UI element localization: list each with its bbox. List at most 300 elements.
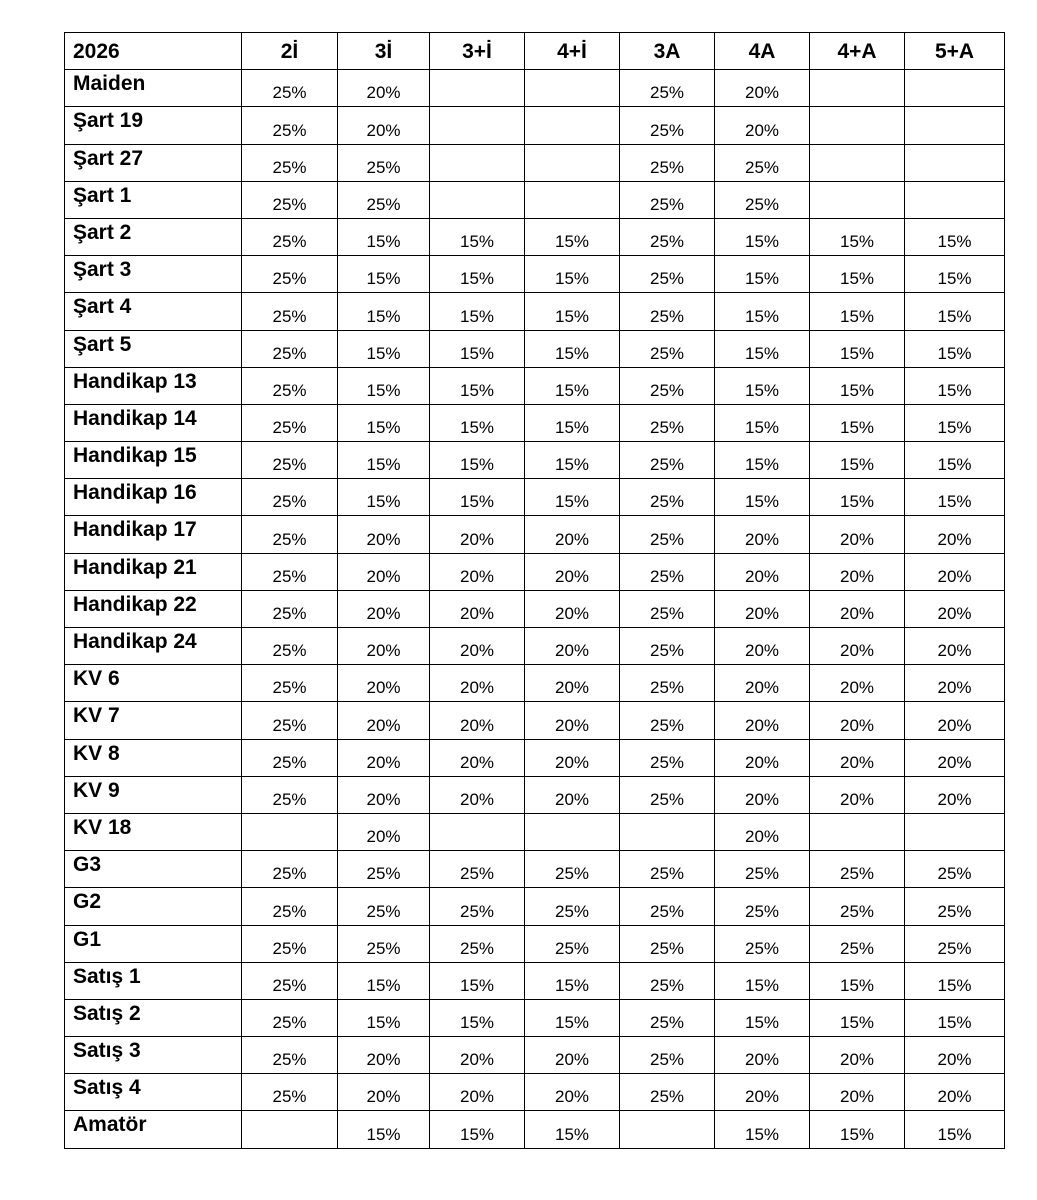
table-row [65,962,1005,999]
rate-cell: 15% [525,962,620,999]
row-label: Maiden [65,70,242,107]
row-label: Handikap 21 [65,553,242,590]
rate-cell: 25% [620,999,715,1036]
rate-cell: 15% [715,256,810,293]
rate-cell: 25% [242,553,338,590]
rate-cell: 25% [242,256,338,293]
rate-cell: 20% [905,1037,1005,1074]
rate-cell: 25% [620,181,715,218]
rate-cell: 25% [242,590,338,627]
rate-cell: 15% [715,404,810,441]
rate-cell: 15% [905,404,1005,441]
rate-cell: 25% [242,144,338,181]
rate-cell: 15% [338,367,430,404]
rate-cell: 25% [242,516,338,553]
rate-cell: 15% [905,256,1005,293]
row-label: Amatör [65,1111,242,1148]
table-row [65,665,1005,702]
rate-cell [430,107,525,144]
rate-cell: 20% [810,776,905,813]
row-label: Satış 4 [65,1074,242,1111]
rate-cell: 20% [715,1037,810,1074]
rate-cell: 25% [242,628,338,665]
rate-cell [430,181,525,218]
table-row [65,999,1005,1036]
rate-cell: 25% [242,479,338,516]
rate-cell: 20% [430,553,525,590]
rate-cell: 25% [620,330,715,367]
rate-cell: 20% [430,1074,525,1111]
year-header: 2026 [65,33,242,70]
rate-cell: 25% [242,776,338,813]
table-row [65,702,1005,739]
rate-cell: 25% [620,293,715,330]
column-header: 3A [620,33,715,70]
rate-cell [905,70,1005,107]
rate-cell: 25% [905,851,1005,888]
rate-cell: 25% [430,851,525,888]
rate-cell: 25% [242,330,338,367]
rate-cell: 20% [430,1037,525,1074]
rate-cell [242,813,338,850]
rate-cell: 15% [338,1111,430,1148]
rate-cell: 25% [242,851,338,888]
rate-cell: 15% [715,293,810,330]
row-label: Handikap 15 [65,442,242,479]
rate-cell: 25% [620,256,715,293]
rate-cell: 20% [905,665,1005,702]
rate-cell: 15% [430,1111,525,1148]
rate-cell: 15% [430,330,525,367]
rate-cell: 20% [338,107,430,144]
rate-cell [525,107,620,144]
rate-cell: 15% [715,218,810,255]
rate-cell: 15% [430,256,525,293]
rate-cell: 15% [905,218,1005,255]
rate-cell: 15% [525,256,620,293]
rate-cell: 15% [525,479,620,516]
rate-cell: 25% [242,367,338,404]
table-row [65,925,1005,962]
rate-cell: 20% [905,590,1005,627]
rate-cell [905,144,1005,181]
column-header: 3İ [338,33,430,70]
rate-cell: 15% [525,442,620,479]
table-row [65,367,1005,404]
rate-cell: 15% [810,256,905,293]
rate-cell: 15% [810,1111,905,1148]
table-row [65,888,1005,925]
rate-cell [810,107,905,144]
rate-cell: 15% [525,404,620,441]
table-row [65,256,1005,293]
rate-cell: 15% [338,442,430,479]
rate-cell: 20% [430,516,525,553]
rate-cell: 20% [810,702,905,739]
rate-cell: 20% [905,739,1005,776]
rate-cell: 20% [715,739,810,776]
table-row [65,1037,1005,1074]
row-label: Satış 3 [65,1037,242,1074]
column-header: 3+İ [430,33,525,70]
rate-cell: 20% [715,628,810,665]
table-row [65,590,1005,627]
rate-cell: 15% [715,367,810,404]
rate-cell: 20% [715,553,810,590]
rate-cell: 15% [905,999,1005,1036]
rate-cell: 15% [905,367,1005,404]
row-label: G3 [65,851,242,888]
column-header: 4+A [810,33,905,70]
rate-cell [620,813,715,850]
rate-cell: 20% [338,1037,430,1074]
rate-cell: 15% [810,330,905,367]
rate-cell: 25% [242,962,338,999]
rate-cell: 20% [715,813,810,850]
rate-cell: 25% [620,479,715,516]
rate-cell: 15% [810,218,905,255]
rate-cell: 15% [430,442,525,479]
rate-cell: 15% [338,962,430,999]
rate-cell: 15% [525,330,620,367]
rate-cell: 20% [430,776,525,813]
rate-cell: 15% [338,999,430,1036]
rate-cell: 15% [905,330,1005,367]
rate-cell: 20% [338,665,430,702]
rate-cell: 25% [620,1074,715,1111]
row-label: Handikap 17 [65,516,242,553]
rate-cell: 20% [715,516,810,553]
rate-cell: 25% [525,925,620,962]
rate-cell: 25% [620,144,715,181]
rate-cell: 15% [810,479,905,516]
rate-cell: 15% [525,293,620,330]
rate-cell: 15% [905,293,1005,330]
column-header: 5+A [905,33,1005,70]
rate-cell: 20% [715,1074,810,1111]
rate-cell: 20% [810,516,905,553]
column-header: 4A [715,33,810,70]
rate-cell: 25% [525,888,620,925]
table-row [65,813,1005,850]
rate-cell: 20% [715,776,810,813]
rate-cell: 15% [810,999,905,1036]
rate-cell: 20% [810,553,905,590]
rate-cell [810,813,905,850]
rate-cell: 25% [242,888,338,925]
rate-cell: 20% [715,70,810,107]
rate-cell: 15% [338,218,430,255]
rate-cell: 25% [715,925,810,962]
rate-cell: 25% [620,70,715,107]
rate-cell: 25% [620,702,715,739]
rate-cell: 20% [525,702,620,739]
table-row [65,144,1005,181]
rate-cell: 20% [905,553,1005,590]
row-label: Şart 5 [65,330,242,367]
rate-cell: 20% [810,1074,905,1111]
rate-cell: 20% [810,739,905,776]
table-body [65,70,1005,1148]
table-row [65,516,1005,553]
rate-cell [525,144,620,181]
rate-cell: 15% [430,999,525,1036]
table-row [65,330,1005,367]
rate-cell: 20% [905,702,1005,739]
rate-cell: 15% [715,962,810,999]
rate-cell: 15% [810,404,905,441]
rate-cell: 25% [338,181,430,218]
rate-table [64,32,1005,1149]
rate-cell: 15% [810,962,905,999]
rate-cell: 15% [430,962,525,999]
table-row [65,851,1005,888]
table-row [65,479,1005,516]
row-label: Satış 2 [65,999,242,1036]
rate-cell: 25% [620,404,715,441]
rate-cell: 15% [338,293,430,330]
rate-cell: 25% [620,888,715,925]
rate-cell [430,70,525,107]
rate-cell: 25% [620,553,715,590]
row-label: Şart 27 [65,144,242,181]
rate-cell: 20% [338,628,430,665]
rate-cell: 25% [430,925,525,962]
row-label: Şart 3 [65,256,242,293]
rate-cell: 25% [810,851,905,888]
rate-cell: 20% [430,628,525,665]
row-label: Handikap 22 [65,590,242,627]
rate-cell: 20% [338,553,430,590]
row-label: Şart 19 [65,107,242,144]
column-header: 4+İ [525,33,620,70]
rate-cell: 15% [810,442,905,479]
rate-cell: 20% [905,516,1005,553]
rate-cell: 20% [905,1074,1005,1111]
rate-cell: 20% [430,665,525,702]
rate-cell: 15% [430,367,525,404]
rate-cell [905,107,1005,144]
rate-cell: 15% [715,330,810,367]
rate-cell: 20% [525,739,620,776]
row-label: Handikap 13 [65,367,242,404]
rate-cell: 25% [620,218,715,255]
table-row [65,70,1005,107]
rate-cell: 15% [338,256,430,293]
rate-cell: 25% [620,590,715,627]
row-label: Handikap 16 [65,479,242,516]
rate-cell [620,1111,715,1148]
rate-cell: 15% [525,1111,620,1148]
table-row [65,107,1005,144]
rate-cell: 20% [338,70,430,107]
row-label: Handikap 14 [65,404,242,441]
rate-cell: 20% [810,1037,905,1074]
column-header: 2İ [242,33,338,70]
row-label: G1 [65,925,242,962]
rate-cell: 20% [525,628,620,665]
rate-cell: 25% [715,851,810,888]
rate-cell: 20% [810,665,905,702]
rate-cell: 20% [715,107,810,144]
rate-cell: 25% [620,516,715,553]
rate-cell: 15% [430,218,525,255]
rate-cell: 15% [905,479,1005,516]
rate-cell: 20% [715,702,810,739]
rate-cell: 25% [715,144,810,181]
rate-cell: 25% [905,888,1005,925]
rate-cell: 15% [715,442,810,479]
rate-cell: 25% [620,628,715,665]
table-row [65,181,1005,218]
rate-cell [525,70,620,107]
rate-cell: 20% [338,813,430,850]
rate-cell: 20% [525,665,620,702]
rate-cell: 20% [525,590,620,627]
rate-cell: 15% [810,293,905,330]
rate-cell: 20% [905,628,1005,665]
rate-cell: 25% [620,739,715,776]
table-row [65,404,1005,441]
rate-cell [525,181,620,218]
rate-cell: 15% [338,404,430,441]
rate-cell: 20% [810,590,905,627]
rate-cell [242,1111,338,1148]
table-row [65,1074,1005,1111]
rate-cell: 15% [715,999,810,1036]
rate-cell: 20% [810,628,905,665]
rate-cell: 25% [620,367,715,404]
rate-cell: 25% [905,925,1005,962]
rate-cell: 25% [620,962,715,999]
table-row [65,293,1005,330]
row-label: KV 18 [65,813,242,850]
rate-cell: 15% [430,293,525,330]
row-label: Handikap 24 [65,628,242,665]
rate-cell: 15% [810,367,905,404]
rate-cell: 15% [905,1111,1005,1148]
row-label: KV 9 [65,776,242,813]
table-row [65,739,1005,776]
rate-cell: 15% [905,962,1005,999]
rate-cell: 15% [430,404,525,441]
rate-cell: 25% [242,293,338,330]
rate-cell: 25% [620,851,715,888]
rate-cell [810,144,905,181]
rate-cell [810,70,905,107]
row-label: G2 [65,888,242,925]
rate-cell: 15% [430,479,525,516]
row-label: KV 8 [65,739,242,776]
rate-cell: 25% [242,739,338,776]
row-label: KV 6 [65,665,242,702]
row-label: Şart 2 [65,218,242,255]
table-row [65,776,1005,813]
rate-cell: 15% [338,479,430,516]
rate-cell: 25% [810,925,905,962]
rate-cell: 20% [715,665,810,702]
rate-cell [525,813,620,850]
rate-cell: 20% [525,1037,620,1074]
rate-cell: 20% [338,776,430,813]
rate-cell: 15% [525,999,620,1036]
row-label: Şart 1 [65,181,242,218]
rate-cell: 20% [525,1074,620,1111]
rate-cell: 25% [715,888,810,925]
table-row [65,218,1005,255]
rate-cell: 25% [242,999,338,1036]
rate-cell: 20% [338,590,430,627]
table-row [65,1111,1005,1148]
rate-cell [905,813,1005,850]
rate-cell: 25% [620,442,715,479]
header-row [65,33,1005,70]
rate-cell: 20% [338,739,430,776]
rate-cell: 25% [620,1037,715,1074]
rate-cell: 20% [430,739,525,776]
rate-cell: 25% [242,1074,338,1111]
rate-cell: 25% [242,404,338,441]
rate-cell: 25% [338,851,430,888]
rate-cell: 20% [525,776,620,813]
table-row [65,442,1005,479]
rate-cell: 20% [715,590,810,627]
rate-cell: 25% [715,181,810,218]
rate-cell [810,181,905,218]
rate-cell: 15% [525,218,620,255]
rate-cell: 20% [430,590,525,627]
rate-cell: 25% [338,925,430,962]
rate-cell: 25% [242,70,338,107]
rate-cell: 25% [242,702,338,739]
rate-cell: 20% [338,516,430,553]
rate-cell: 15% [715,479,810,516]
rate-cell: 15% [525,367,620,404]
rate-cell: 25% [242,1037,338,1074]
row-label: Şart 4 [65,293,242,330]
rate-cell [430,813,525,850]
rate-cell: 20% [905,776,1005,813]
rate-cell: 20% [525,553,620,590]
rate-cell: 15% [905,442,1005,479]
rate-cell: 25% [338,888,430,925]
rate-cell: 25% [525,851,620,888]
row-label: Satış 1 [65,962,242,999]
rate-cell: 20% [338,1074,430,1111]
rate-cell: 25% [242,442,338,479]
rate-cell: 25% [620,925,715,962]
rate-cell: 25% [338,144,430,181]
row-label: KV 7 [65,702,242,739]
rate-cell: 20% [338,702,430,739]
rate-cell [905,181,1005,218]
rate-cell [430,144,525,181]
rate-cell: 25% [620,776,715,813]
table-row [65,553,1005,590]
rate-cell: 20% [430,702,525,739]
rate-cell: 15% [715,1111,810,1148]
table-row [65,628,1005,665]
rate-cell: 25% [242,218,338,255]
rate-cell: 25% [430,888,525,925]
rate-cell: 20% [525,516,620,553]
rate-cell: 15% [338,330,430,367]
rate-cell: 25% [242,107,338,144]
rate-cell: 25% [242,181,338,218]
rate-cell: 25% [242,665,338,702]
rate-cell: 25% [620,107,715,144]
rate-cell: 25% [810,888,905,925]
